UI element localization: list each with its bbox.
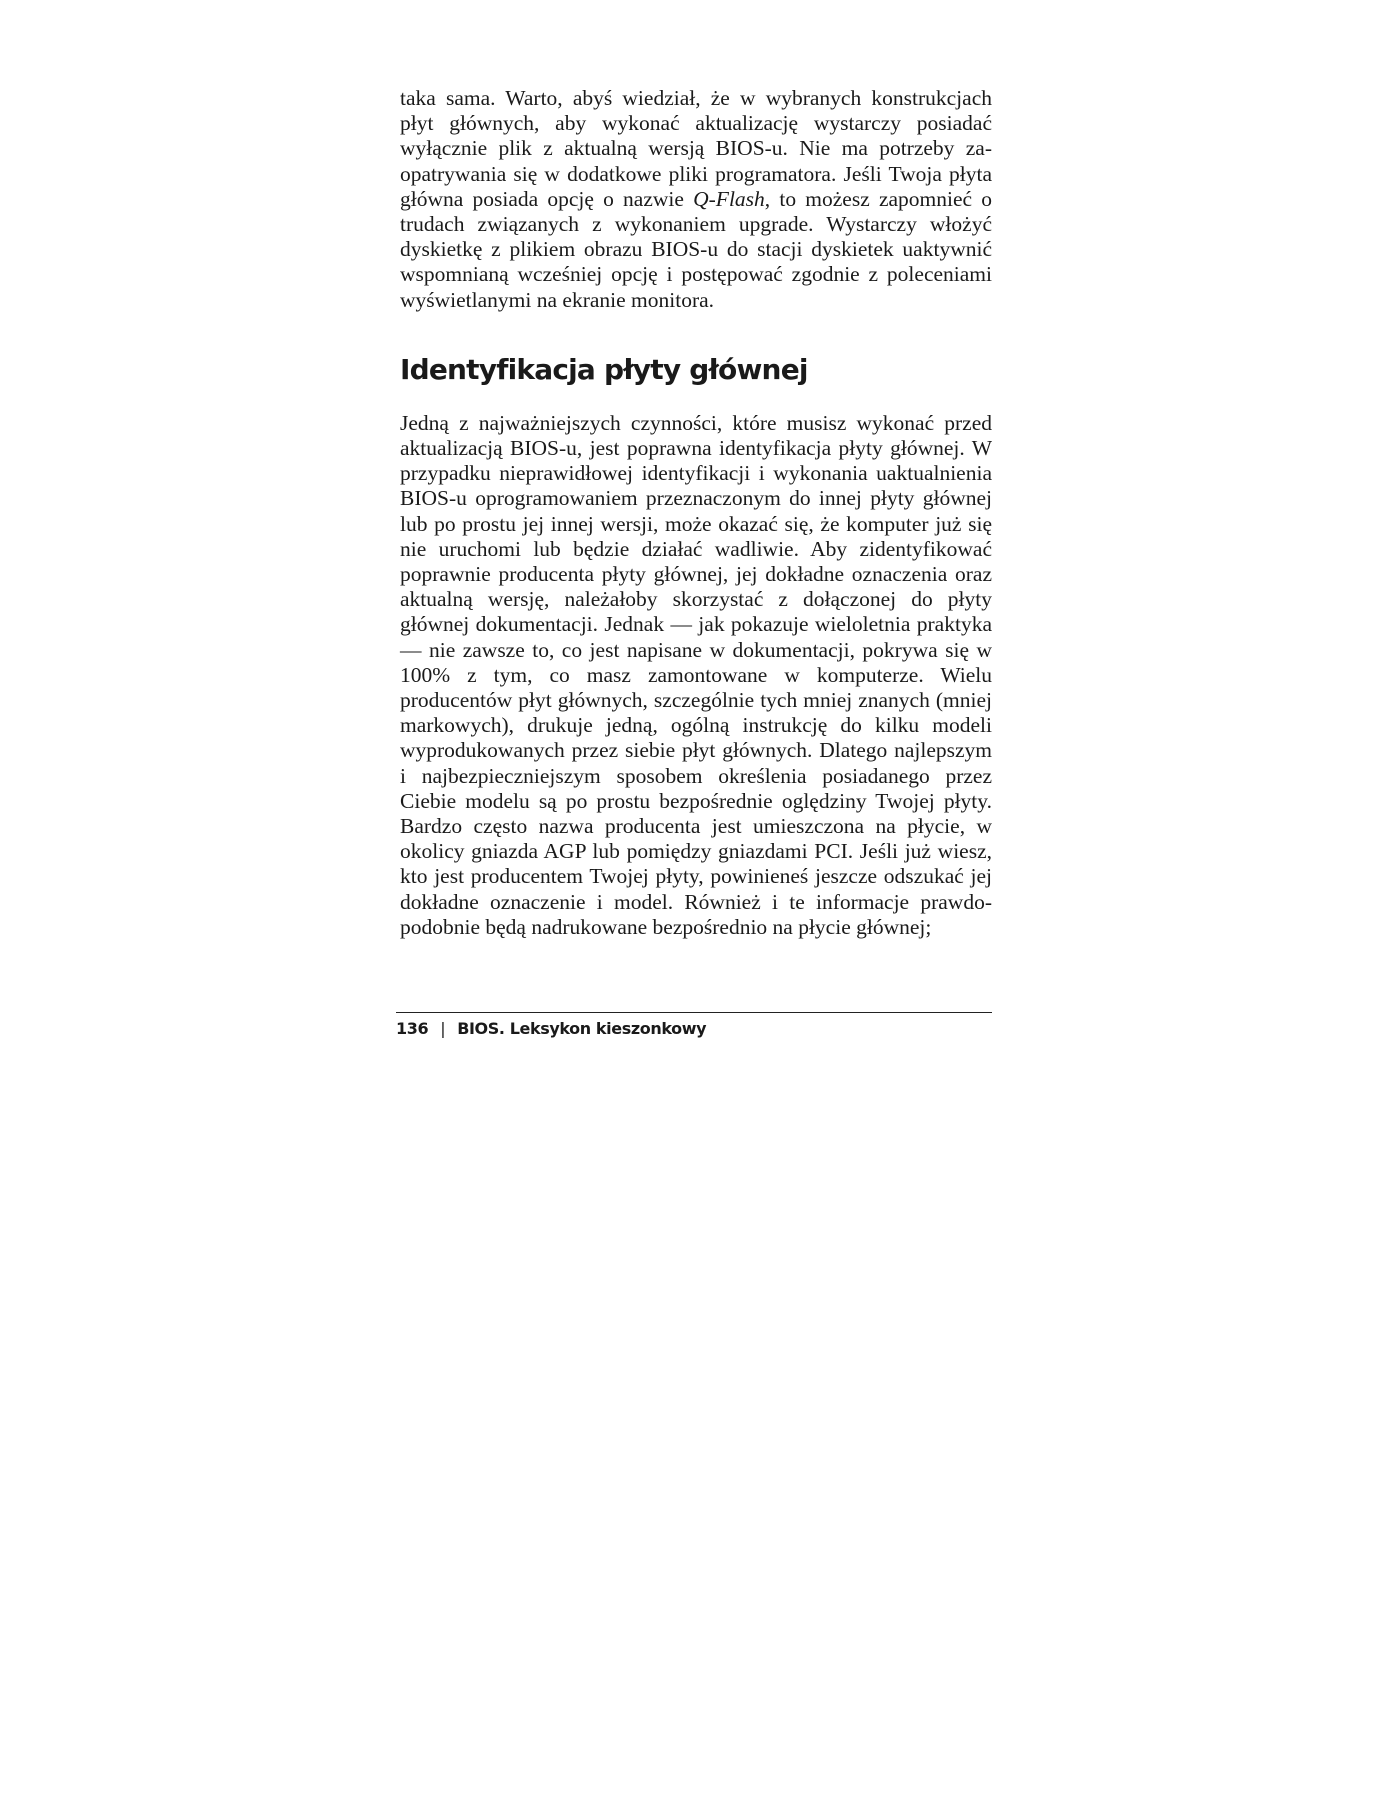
body-paragraph	[400, 86, 992, 313]
footer-text	[396, 1019, 992, 1038]
q-flash-term: Q-Flash	[693, 186, 765, 211]
page-number: 136	[396, 1019, 429, 1038]
paragraph-text-start: taka sama. Warto, abyś wiedział, że w wybranych konstrukcjach płyt głównych, aby wykonać aktualizację wystarczy posiadać wyłącznie plik z aktualną wersją BIOS-u. Nie ma potrzeby zaopatrywania się w dodatkowe pliki programatora. Jeśli Twoja płyta główna posiada opcję o nazwie	[400, 86, 992, 211]
paragraph-text-end: , to możesz zapomnieć o trudach związanych z wykonaniem upgrade. Wystarczy włożyć dyskietkę z plikiem obrazu BIOS-u do stacji dyskietek uaktywnić wspomnianą wcześniej opcję i postępować zgodnie z poleceniami wyświetlanymi na ekranie monitora.	[400, 186, 993, 312]
section-paragraph: Jedną z najważniejszych czynności, które musisz wykonać przed aktualizacją BIOS-u, jest poprawna identyfikacja płyty głównej. W przypadku nieprawidłowej identyfikacji i wykonania uaktualnienia BIOS-u oprogramowaniem przeznaczonym do innej płyty głównej lub po prostu jej innej wersji, może okazać się, że komputer już się nie uruchomi lub będzie działać wadliwie. Aby zidentyfikować poprawnie producenta płyty głównej, jej dokładne oznaczenia oraz aktualną wersję, należałoby skorzystać z dołączonej do płyty głównej dokumentacji. Jednak — jak pokazuje wieloletnia praktyka — nie zawsze to, co jest napisane w dokumentacji, pokrywa się w 100% z tym, co masz zamontowane w komputerze. Wielu producentów płyt głównych, szczególnie tych mniej znanych (mniej markowych), drukuje jedną, ogólną instrukcję do kilku modeli wyprodukowanych przez siebie płyt głównych. Dlatego najlepszym i najbezpieczniejszym sposobem określenia posiadanego przez Ciebie modelu są po prostu bezpośrednie oględziny Twojej płyty. Bardzo często nazwa producenta jest umieszczona na płycie, w okolicy gniazda AGP lub pomiędzy gniazdami PCI. Jeśli już wiesz, kto jest producentem Twojej płyty, powinieneś jeszcze odszukać jej dokładne oznaczenie i model. Również i te informacje prawdopodobnie będą nadrukowane bezpośrednio na płycie głównej;	[400, 410, 992, 939]
page-body	[400, 86, 992, 940]
footer-rule	[396, 1012, 992, 1013]
book-title: BIOS. Leksykon kieszonkowy	[457, 1019, 707, 1038]
footer-separator: |	[440, 1019, 446, 1038]
section-heading: Identyfikacja płyty głównej	[400, 352, 808, 386]
page-footer	[396, 1012, 992, 1038]
